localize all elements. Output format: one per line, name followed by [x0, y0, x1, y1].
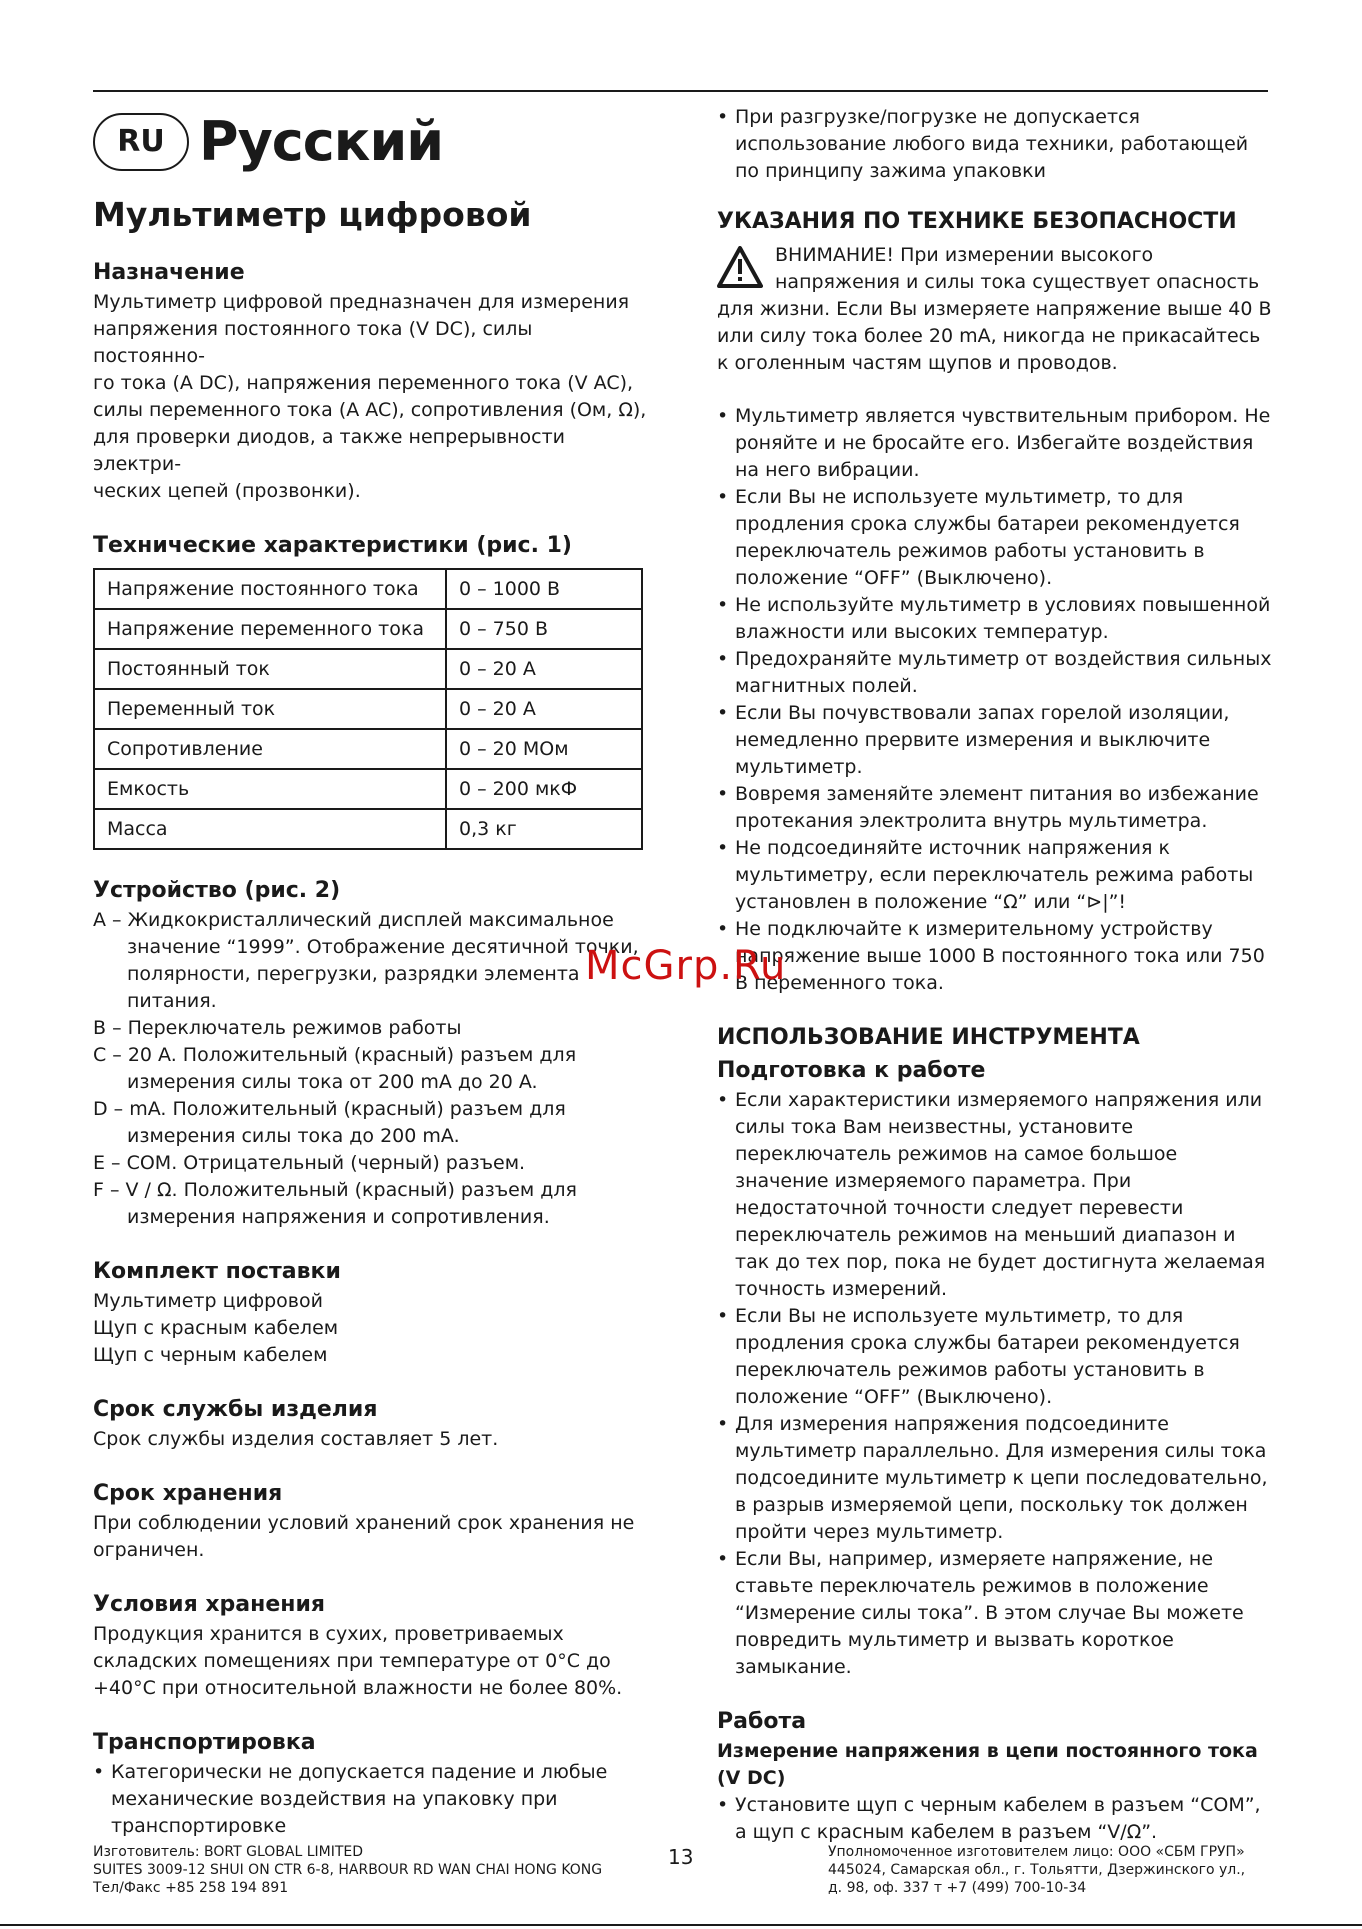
specs-section — [93, 533, 648, 850]
list-item: • Для измерения напряжения подсоедините мультиметр параллельно. Для измерения силы тока подсоедините мультиметр к цепи последовательно, в разрыв измеряемой цепи, поскольку ток должен пройти через мультиметр. — [717, 1411, 1272, 1546]
table-row — [94, 649, 642, 689]
dc-heading: Измерение напряжения в цепи постоянного тока (V DC) — [717, 1740, 1258, 1789]
footer-line: Изготовитель: BORT GLOBAL LIMITED — [93, 1844, 364, 1860]
work-section — [717, 1709, 1272, 1846]
usage-heading: ИСПОЛЬЗОВАНИЕ ИНСТРУМЕНТА — [717, 1025, 1140, 1050]
safety-heading: УКАЗАНИЯ ПО ТЕХНИКЕ БЕЗОПАСНОСТИ — [717, 209, 1237, 234]
list-item: • Категорически не допускается падение и любые механические воздействия на упаковку при транспортировке — [93, 1759, 648, 1840]
service-life-heading: Срок службы изделия — [93, 1397, 378, 1422]
safety-list — [717, 403, 1272, 997]
warning-text: ВНИМАНИЕ! При измерении высокого напряжения и силы тока существует опасность для жизни. Если Вы измеряете напряжение выше 40 В или силу тока более 20 mA, никогда не прикасайтесь к оголенным частям щупов и проводов. — [717, 244, 1272, 374]
device-item: B – Переключатель режимов работы — [93, 1017, 462, 1039]
spec-name: Напряжение переменного тока — [94, 609, 446, 649]
usage-section — [717, 1025, 1272, 1681]
transport-list — [93, 1759, 648, 1840]
spec-name: Постоянный ток — [94, 649, 446, 689]
safety-section — [717, 209, 1272, 997]
kit-section — [93, 1259, 648, 1369]
storage-term-heading: Срок хранения — [93, 1481, 283, 1506]
spec-value: 0 – 20 А — [446, 649, 642, 689]
watermark-text: McGrp.Ru — [585, 943, 787, 989]
purpose-section — [93, 260, 648, 505]
list-item: • Если Вы почувствовали запах горелой изоляции, немедленно прервите измерения и выключите мультиметр. — [717, 700, 1272, 781]
list-item: • Мультиметр является чувствительным прибором. Не роняйте и не бросайте его. Избегайте воздействия на него вибрации. — [717, 403, 1272, 484]
device-item: C – 20 A. Положительный (красный) разъем для измерения силы тока от 200 mA до 20 A. — [93, 1044, 577, 1093]
service-life-section — [93, 1397, 648, 1453]
device-item: A – Жидкокристаллический дисплей максимальное значение “1999”. Отображение десятичной точки, полярности, перегрузки, разрядки элемента питания. — [93, 909, 639, 1012]
spec-name: Масса — [94, 809, 446, 849]
spec-name: Сопротивление — [94, 729, 446, 769]
list-item: • Если характеристики измеряемого напряжения или силы тока Вам неизвестны, установите переключатель режимов на самое большое значение измеряемого параметра. При недостаточной точности следует перевести переключатель режимов на меньший диапазон и так до тех пор, пока не будет достигнута желаемая точность измерений. — [717, 1087, 1272, 1303]
kit-item: Щуп с черным кабелем — [93, 1344, 328, 1366]
transport-heading: Транспортировка — [93, 1730, 316, 1755]
specs-table — [93, 568, 643, 850]
right-column — [717, 104, 1272, 1874]
service-life-text: Срок службы изделия составляет 5 лет. — [93, 1428, 499, 1450]
language-header — [93, 110, 648, 173]
spec-name: Переменный ток — [94, 689, 446, 729]
language-badge: RU — [93, 113, 189, 171]
device-item: D – mA. Положительный (красный) разъем для измерения силы тока до 200 mA. — [93, 1098, 566, 1147]
device-heading: Устройство (рис. 2) — [93, 878, 341, 903]
footer-representative — [828, 1843, 1248, 1897]
footer-line: Тел/Факс +85 258 194 891 — [93, 1880, 289, 1896]
storage-conditions-text: Продукция хранится в сухих, проветриваемых складских помещениях при температуре от 0°C до +40°C при относительной влажности не более 80%. — [93, 1623, 623, 1699]
footer-line: 445024, Самарская обл., г. Тольятти, Дзержинского ул., — [828, 1862, 1246, 1878]
device-item: F – V / Ω. Положительный (красный) разъем для измерения напряжения и сопротивления. — [93, 1179, 577, 1228]
list-item: • Не используйте мультиметр в условиях повышенной влажности или высоких температур. — [717, 592, 1272, 646]
purpose-line: напряжения постоянного тока (V DC), силы постоянно- — [93, 318, 533, 367]
table-row — [94, 689, 642, 729]
list-item: • Не подключайте к измерительному устройству напряжение выше 1000 В постоянного тока или 750 В переменного тока. — [717, 916, 1272, 997]
storage-conditions-section — [93, 1592, 648, 1702]
table-row — [94, 569, 642, 609]
list-item: • Если Вы не используете мультиметр, то для продления срока службы батареи рекомендуется переключатель режимов работы установить в положение “OFF” (Выключено). — [717, 1303, 1272, 1411]
purpose-line: ческих цепей (прозвонки). — [93, 480, 361, 502]
purpose-line: силы переменного тока (A AC), сопротивления (Ом, Ω), — [93, 399, 647, 421]
prep-list — [717, 1087, 1272, 1681]
page-number: 13 — [668, 1845, 694, 1869]
purpose-line: Мультиметр цифровой предназначен для измерения — [93, 291, 630, 313]
kit-item: Щуп с красным кабелем — [93, 1317, 339, 1339]
spec-value: 0,3 кг — [446, 809, 642, 849]
table-row — [94, 609, 642, 649]
warning-block — [717, 242, 1272, 377]
document-title: Мультиметр цифровой — [93, 195, 532, 234]
device-section — [93, 878, 648, 1231]
warning-triangle-icon — [717, 246, 763, 288]
storage-term-text: При соблюдении условий хранений срок хранения не ограничен. — [93, 1512, 635, 1561]
purpose-heading: Назначение — [93, 260, 245, 285]
table-row — [94, 809, 642, 849]
footer-line: Уполномоченное изготовителем лицо: ООО «СБМ ГРУП» — [828, 1844, 1245, 1860]
language-title: Русский — [199, 110, 444, 173]
footer-line: SUITES 3009-12 SHUI ON CTR 6-8, HARBOUR RD WAN CHAI HONG KONG — [93, 1862, 603, 1878]
storage-term-section — [93, 1481, 648, 1564]
purpose-line: для проверки диодов, а также непрерывности электри- — [93, 426, 565, 475]
device-item: E – COM. Отрицательный (черный) разъем. — [93, 1152, 526, 1174]
spec-value: 0 – 20 МОм — [446, 729, 642, 769]
spec-name: Напряжение постоянного тока — [94, 569, 446, 609]
footer-line: д. 98, оф. 337 т +7 (499) 700-10-34 — [828, 1880, 1087, 1896]
footer-manufacturer — [93, 1843, 653, 1897]
spec-value: 0 – 750 В — [446, 609, 642, 649]
left-column — [93, 104, 648, 1868]
kit-heading: Комплект поставки — [93, 1259, 341, 1284]
purpose-line: го тока (A DC), напряжения переменного тока (V AC), — [93, 372, 634, 394]
spec-value: 0 – 1000 В — [446, 569, 642, 609]
work-heading: Работа — [717, 1709, 807, 1734]
table-row — [94, 769, 642, 809]
prep-heading: Подготовка к работе — [717, 1058, 986, 1083]
list-item: • Если Вы не используете мультиметр, то для продления срока службы батареи рекомендуется переключатель режимов работы установить в положение “OFF” (Выключено). — [717, 484, 1272, 592]
list-item: • При разгрузке/погрузке не допускается использование любого вида техники, работающей по принципу зажима упаковки — [717, 104, 1272, 185]
transport-section — [93, 1730, 648, 1840]
spec-value: 0 – 200 мкФ — [446, 769, 642, 809]
dc-list — [717, 1792, 1272, 1846]
list-item: • Вовремя заменяйте элемент питания во избежание протекания электролита внутрь мультиметра. — [717, 781, 1272, 835]
list-item: • Не подсоединяйте источник напряжения к мультиметру, если переключатель режима работы установлен в положение “Ω” или “⊳|”! — [717, 835, 1272, 916]
storage-conditions-heading: Условия хранения — [93, 1592, 325, 1617]
specs-heading: Технические характеристики (рис. 1) — [93, 533, 572, 558]
spec-value: 0 – 20 А — [446, 689, 642, 729]
transport-list-continued — [717, 104, 1272, 185]
top-rule — [93, 90, 1268, 92]
kit-item: Мультиметр цифровой — [93, 1290, 323, 1312]
list-item: • Если Вы, например, измеряете напряжение, не ставьте переключатель режимов в положение “Измерение силы тока”. В этом случае Вы можете повредить мультиметр и вызвать короткое замыкание. — [717, 1546, 1272, 1681]
bottom-rule — [0, 1924, 1362, 1926]
list-item: • Предохраняйте мультиметр от воздействия сильных магнитных полей. — [717, 646, 1272, 700]
list-item: • Установите щуп с черным кабелем в разъем “COM”, а щуп с красным кабелем в разъем “V/Ω”. — [717, 1792, 1272, 1846]
table-row — [94, 729, 642, 769]
spec-name: Емкость — [94, 769, 446, 809]
